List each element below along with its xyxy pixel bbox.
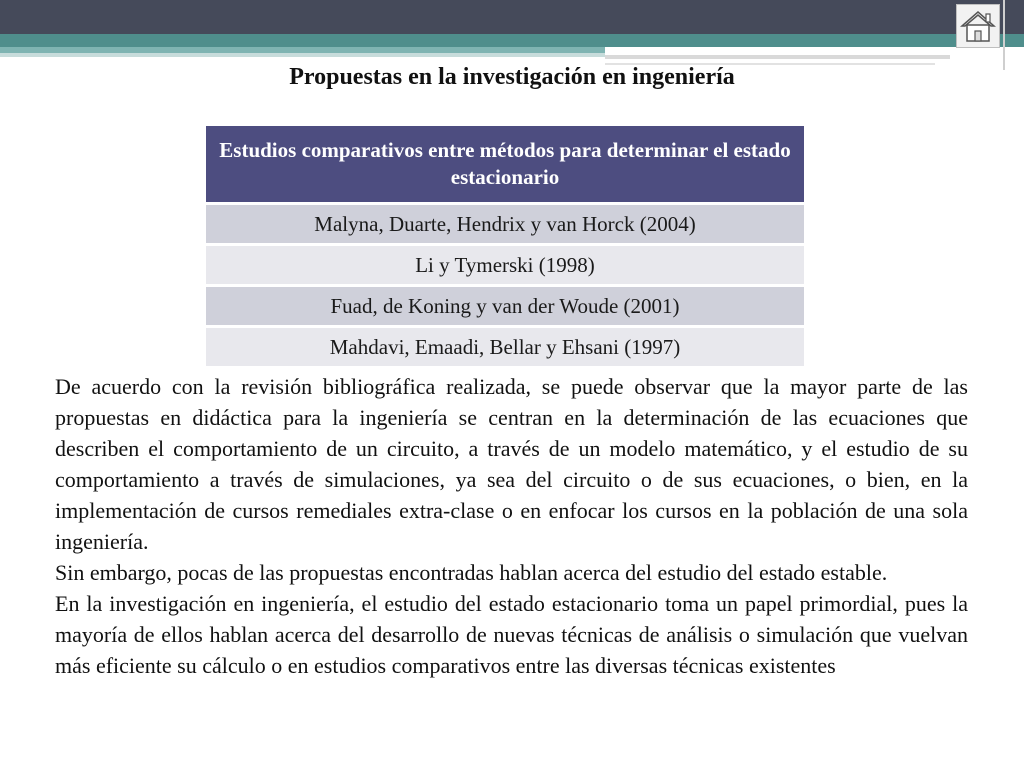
table-row (206, 327, 804, 368)
table-row (206, 286, 804, 327)
top-light-accent (0, 53, 605, 57)
body-paragraph: Sin embargo, pocas de las propuestas encontradas hablan acerca del estudio del estado estable. (55, 560, 888, 585)
body-text (55, 371, 968, 681)
table-cell: Fuad, de Koning y van der Woude (2001) (206, 286, 804, 327)
header-rule (605, 55, 950, 59)
header-vertical-rule (1003, 0, 1005, 70)
body-paragraph: De acuerdo con la revisión bibliográfica realizada, se puede observar que la mayor parte de las propuestas en didáctica para la ingeniería se centran en la determinación de las ecuaciones que describen el comportamiento de un circuito, a través de un modelo matemático, y el estudio de su comportamiento a través de simulaciones, ya sea del circuito o de sus ecuaciones, o bien, en la implementación de cursos remediales extra-clase o en enfocar los cursos en la población de una sola ingeniería. (55, 374, 968, 554)
top-teal-band (0, 34, 1024, 47)
table-header: Estudios comparativos entre métodos para determinar el estado estacionario (206, 126, 804, 204)
top-dark-band (0, 0, 1024, 34)
table-cell: Li y Tymerski (1998) (206, 245, 804, 286)
table-cell: Mahdavi, Emaadi, Bellar y Ehsani (1997) (206, 327, 804, 368)
studies-table (206, 126, 804, 369)
table-row (206, 245, 804, 286)
body-paragraph: En la investigación en ingeniería, el estudio del estado estacionario toma un papel primordial, pues la mayoría de ellos hablan acerca del desarrollo de nuevas técnicas de análisis o simulación que vuelvan más eficiente su cálculo o en estudios comparativos entre las diversas técnicas existentes (55, 591, 968, 678)
home-button[interactable] (956, 4, 1000, 48)
table-row (206, 204, 804, 245)
slide-title: Propuestas en la investigación en ingeniería (289, 64, 735, 90)
home-icon (960, 9, 996, 43)
table-cell: Malyna, Duarte, Hendrix y van Horck (2004) (206, 204, 804, 245)
